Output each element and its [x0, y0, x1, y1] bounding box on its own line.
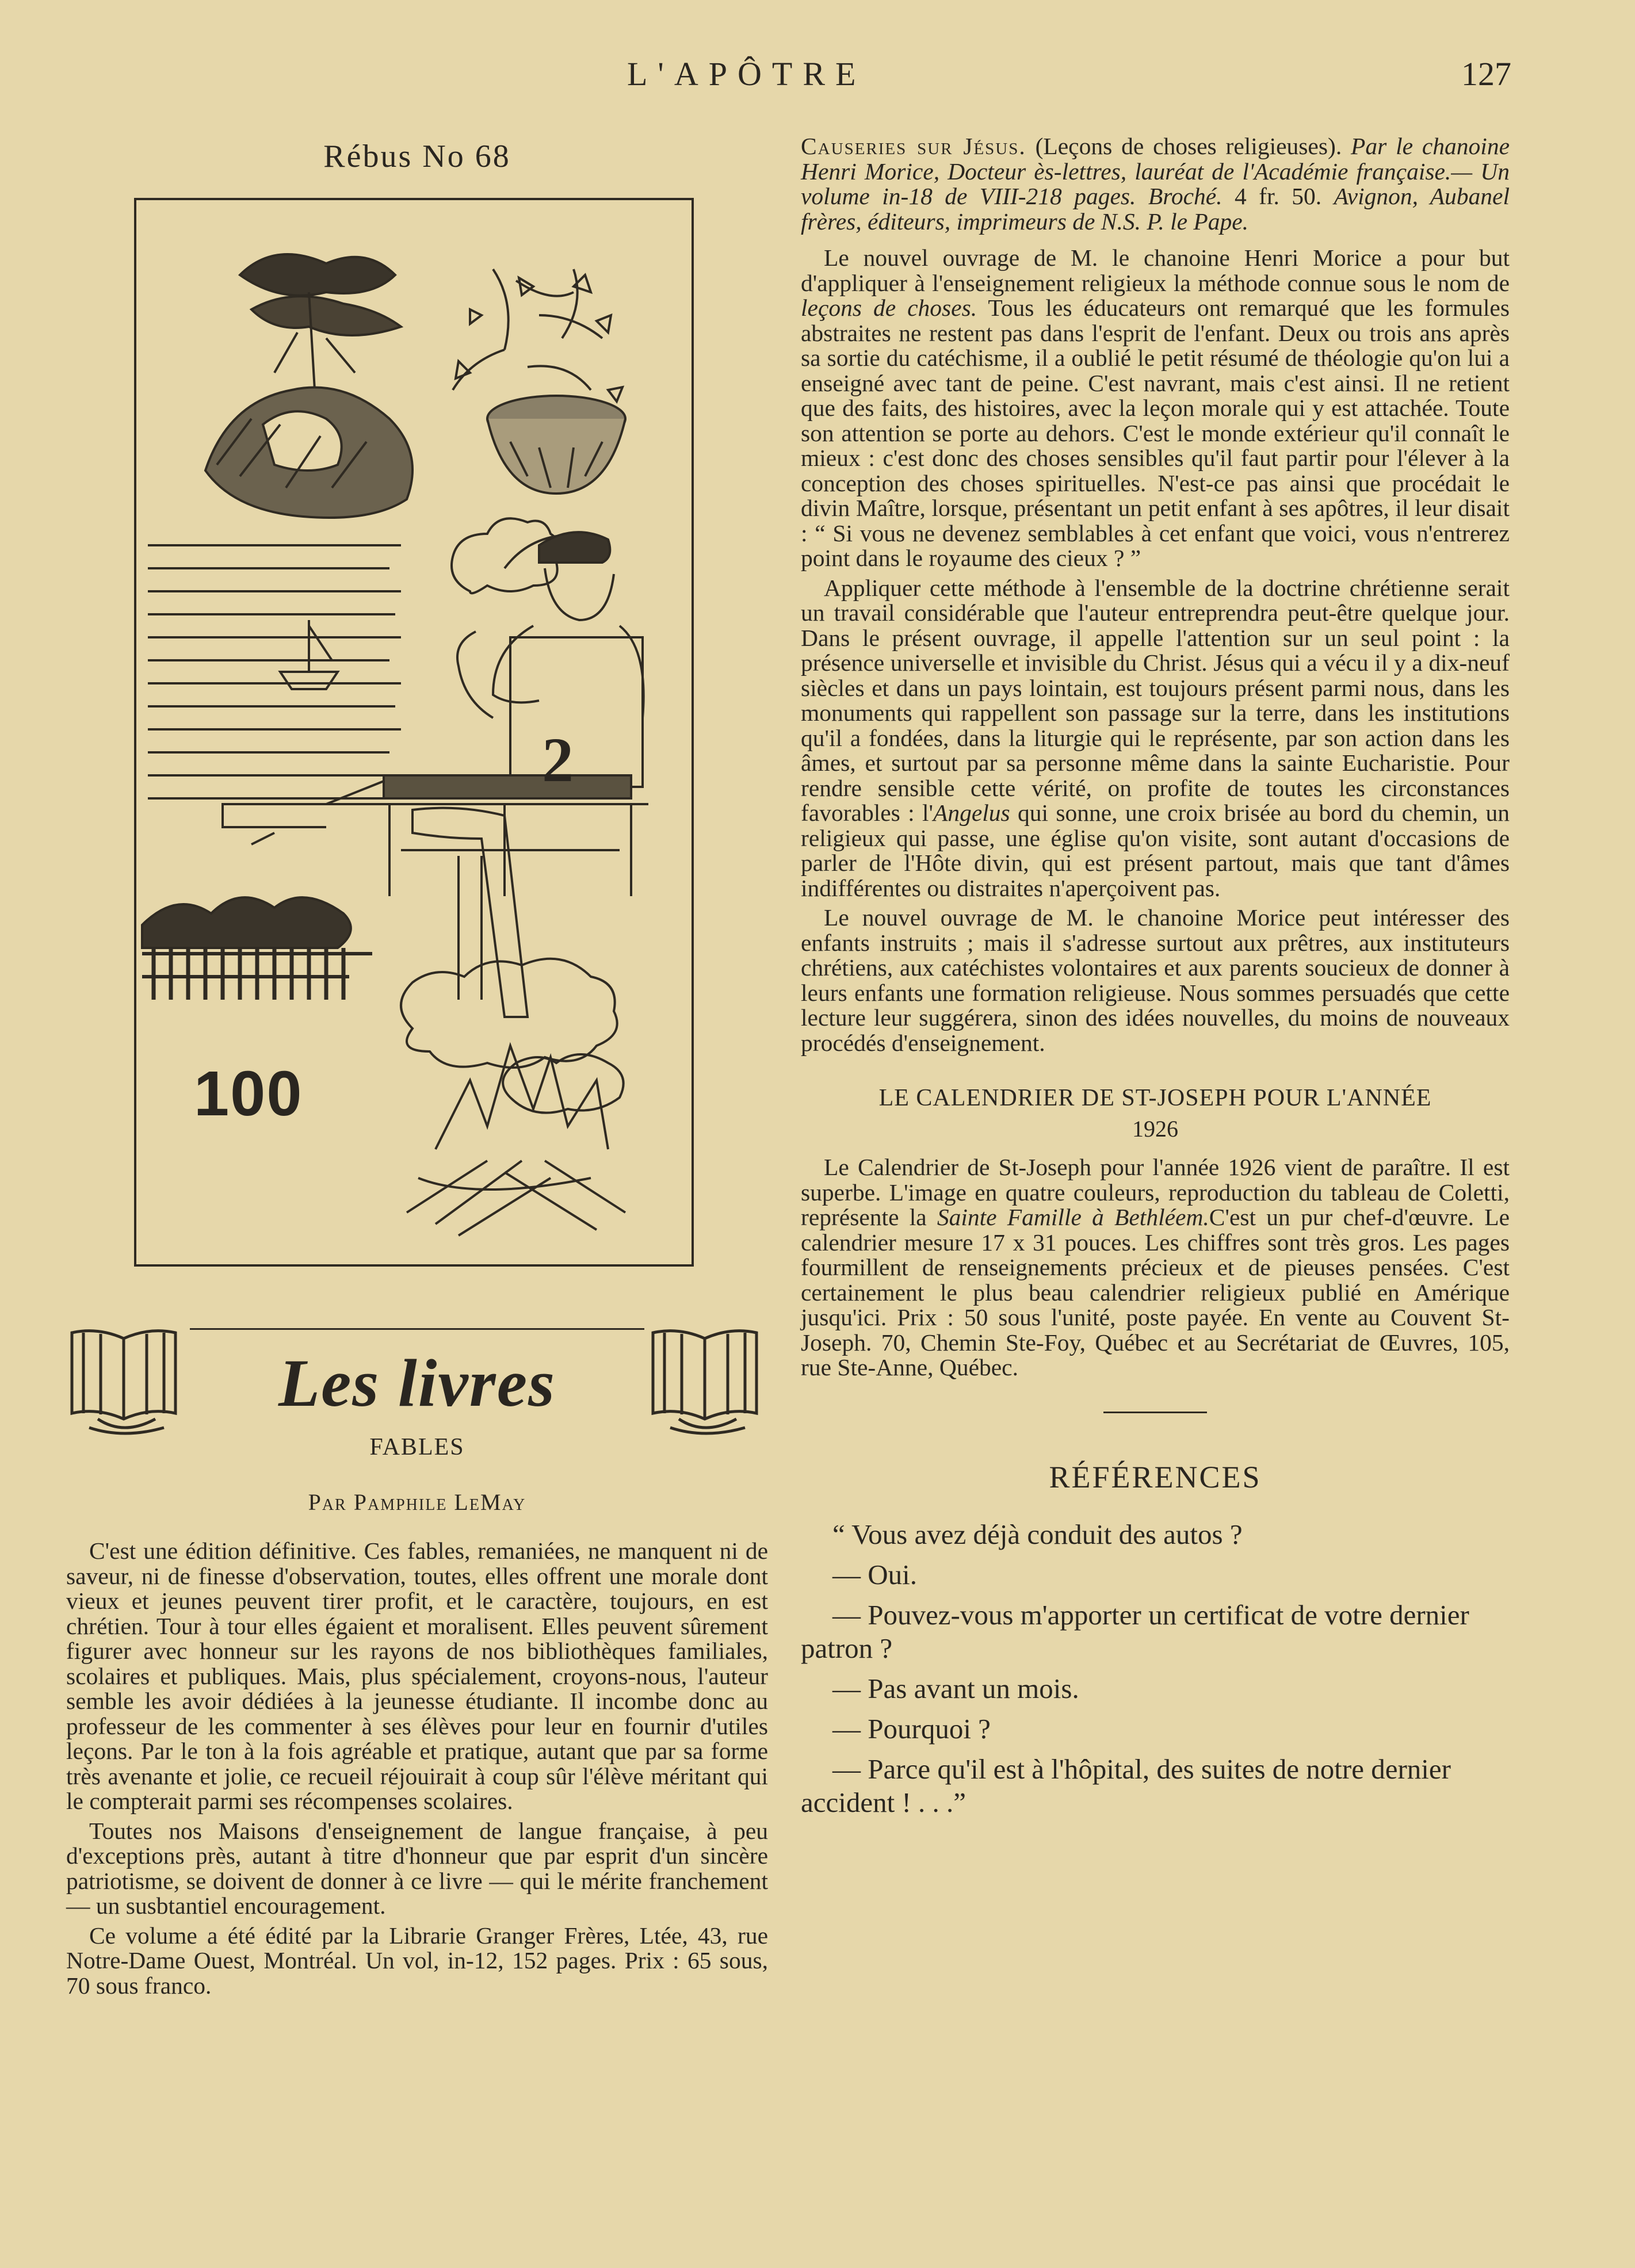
causeries-subtitle: (Leçons de choses religieuses). [1035, 133, 1342, 159]
references-title: RÉFÉRENCES [1049, 1459, 1262, 1494]
causeries-entry [801, 134, 1510, 234]
rebus-digit: 2 [542, 725, 574, 795]
livres-body [66, 1539, 768, 1998]
livres-title: Les livres [278, 1345, 556, 1421]
text-run: Le nouvel ouvrage de M. le chanoine Henri Morice a pour but d'appliquer à l'enseignement religieux la méthode connue sous le nom de [801, 244, 1510, 296]
text-run: Appliquer cette méthode à l'ensemble de la doctrine chrétienne serait un travail considérable que l'auteur entreprendra peut-être quelque jour. Dans le présent ouvrage, il appelle l'attention sur un seul point : la présence universelle et invisible du Christ. Jésus qui a vécu il y a dix-neuf siècles et dans un pays lointain, est toujours présent parmi nous, dans les monuments qui rappellent son passage sur la terre, dans les institutions qu'il a fondées, dans la liturgie qui le représente, par son action dans les âmes, et surtout par sa personne même dans la sainte Eucharistie. Pour rendre sensible cette vérité, on profite de toutes les circonstances favorables : l' [801, 574, 1510, 826]
causeries-price: 4 fr. 50. [1234, 183, 1322, 209]
references-dialog [801, 1518, 1510, 1819]
rebus-illustration [134, 198, 694, 1267]
fables-author: Par Pamphile LeMay [308, 1489, 526, 1515]
emphasis: leçons de choses. [801, 295, 977, 321]
dialog-line: “ Vous avez déjà conduit des autos ? [832, 1518, 1243, 1550]
livres-paragraph: Ce volume a été édité par la Librarie Granger Frères, Ltée, 43, rue Notre-Dame Ouest, Montréal. Un vol, in-12, 152 pages. Prix : 65 sous, 70 sous franco. [66, 1922, 768, 1999]
causeries-paragraph-2 [801, 576, 1510, 901]
dialog-line: — Parce qu'il est à l'hôpital, des suites de notre dernier accident ! . . .” [801, 1753, 1451, 1818]
calendrier-year: 1926 [1132, 1116, 1178, 1142]
section-separator [1103, 1412, 1207, 1413]
dialog-line: — Oui. [832, 1558, 917, 1590]
causeries-publisher: Avignon, Aubanel frères, éditeurs, imprimeurs de N.S. P. le Pape. [801, 183, 1510, 235]
dialog-line: — Pourquoi ? [832, 1712, 991, 1745]
calendrier-body [801, 1155, 1510, 1380]
text-run: Le Calendrier de St-Joseph pour l'année 1926 vient de paraître. Il est superbe. L'image en quatre couleurs, reproduction du tableau de Coletti, représente la [801, 1154, 1510, 1230]
causeries-paragraph-1 [801, 246, 1510, 571]
livres-header [66, 1321, 768, 1454]
livres-paragraph: Toutes nos Maisons d'enseignement de langue française, à peu d'exceptions près, autant à titre d'honneur que par esprit d'un sincère patriotisme, se doivent de donner à ce livre — qui le mérite franchement — un susbtantiel encouragement. [66, 1817, 768, 1919]
rebus-title: Rébus No 68 [323, 139, 511, 174]
causeries-body [801, 246, 1510, 1055]
dialog-line: — Pouvez-vous m'apporter un certificat de votre dernier patron ? [801, 1598, 1469, 1664]
text-run: qui sonne, une croix brisée au bord du chemin, un religieux qui passe, une église qu'on visite, sont autant d'occasions de parler de l'Hôte divin, qui est présent partout, mais que tant d'âmes indifférentes ou distraites n'aperçoivent pas. [801, 800, 1510, 901]
calendrier-paragraph [801, 1155, 1510, 1380]
text-run: Tous les éducateurs ont remarqué que les formules abstraites ne restent pas dans l'esprit de l'enfant. Deux ou trois ans après sa sortie du catéchisme, il a oublié le petit résumé de théologie qu'on lui a enseigné avec tant de peine. C'est navrant, mais c'est ainsi. Il ne retient que des faits, des histoires, avec la leçon morale qui y est attachée. Toute son attention se porte au dehors. C'est le monde extérieur qu'il connaît le mieux : c'est donc des choses sensibles qu'il faut partir pour l'élever à la conception des choses spirituelles. N'est-ce pas ainsi que procédait le divin Maître, lorsque, présentant un petit enfant à ses apôtres, il leur disait : “ Si vous ne devenez semblables à cet enfant que voici, vous n'entrerez point dans le royaume des cieux ? ” [801, 295, 1510, 571]
rebus-number: 100 [194, 1058, 303, 1129]
causeries-byline: Par le chanoine Henri Morice, Docteur ès-lettres, lauréat de l'Académie française.— Un volume in-18 de VIII-218 pages. Broché. [801, 133, 1510, 209]
text-run: C'est un pur chef-d'œuvre. Le calendrier mesure 17 x 31 pouces. Les chiffres sont très gros. Les pages fourmillent de renseignements précieux et de pieuses pensées. C'est certainement le plus beau calendrier religieux publié en Amérique jusqu'ici. Prix : 50 sous l'unité, poste payée. En vente au Couvent St-Joseph. 70, Chemin Ste-Foy, Québec et au Secrétariat de Œuvres, 105, rue Ste-Anne, Québec. [801, 1204, 1510, 1380]
right-column [801, 134, 1510, 1826]
livres-paragraph: C'est une édition définitive. Ces fables, remaniées, ne manquent ni de saveur, ni de finesse d'observation, toutes, elles offrent une morale dont vieux et jeunes peuvent tirer profit, et le caractère, toujours, en est chrétien. Tour à tour elles égaient et moralisent. Elles peuvent sûrement figurer avec honneur sur les rayons de nos bibliothèques familiales, scolaires et publiques. Mais, plus spécialement, croyons-nous, l'auteur semble les avoir dédiées à la jeunesse étudiante. Il incombe donc au professeur de les commenter à ses élèves pour leur en fournir d'utiles leçons. Par le ton à la fois agréable et pratique, autant que par sa forme très avenante et jolie, ce recueil réjouirait à coup sûr l'élève méritant qui le compterait parmi ses récompenses scolaires. [66, 1538, 768, 1814]
calendrier-title: LE CALENDRIER DE ST-JOSEPH POUR L'ANNÉE [878, 1085, 1432, 1111]
causeries-title: Causeries sur Jésus. [801, 133, 1026, 159]
emphasis: Sainte Famille à Bethléem. [937, 1204, 1209, 1230]
header-rule [190, 1328, 644, 1330]
fables-heading: FABLES [369, 1434, 465, 1460]
running-head [0, 55, 1635, 106]
page-number: 127 [1461, 55, 1511, 93]
running-title: L'APÔTRE [627, 55, 866, 93]
dialog-line: — Pas avant un mois. [832, 1672, 1079, 1704]
left-column [66, 138, 768, 2003]
emphasis: Angelus [933, 800, 1010, 826]
causeries-paragraph-3: Le nouvel ouvrage de M. le chanoine Morice peut intéresser des enfants instruits ; mais il s'adresse surtout aux prêtres, aux instituteurs chrétiens, aux catéchistes volontaires et aux parents soucieux de donner à leurs enfants une formation religieuse. Nous sommes persuadés que cette lecture leur suggérera, sinon des idées nouvelles, du moins de nouveaux procédés d'enseignement. [801, 904, 1510, 1056]
